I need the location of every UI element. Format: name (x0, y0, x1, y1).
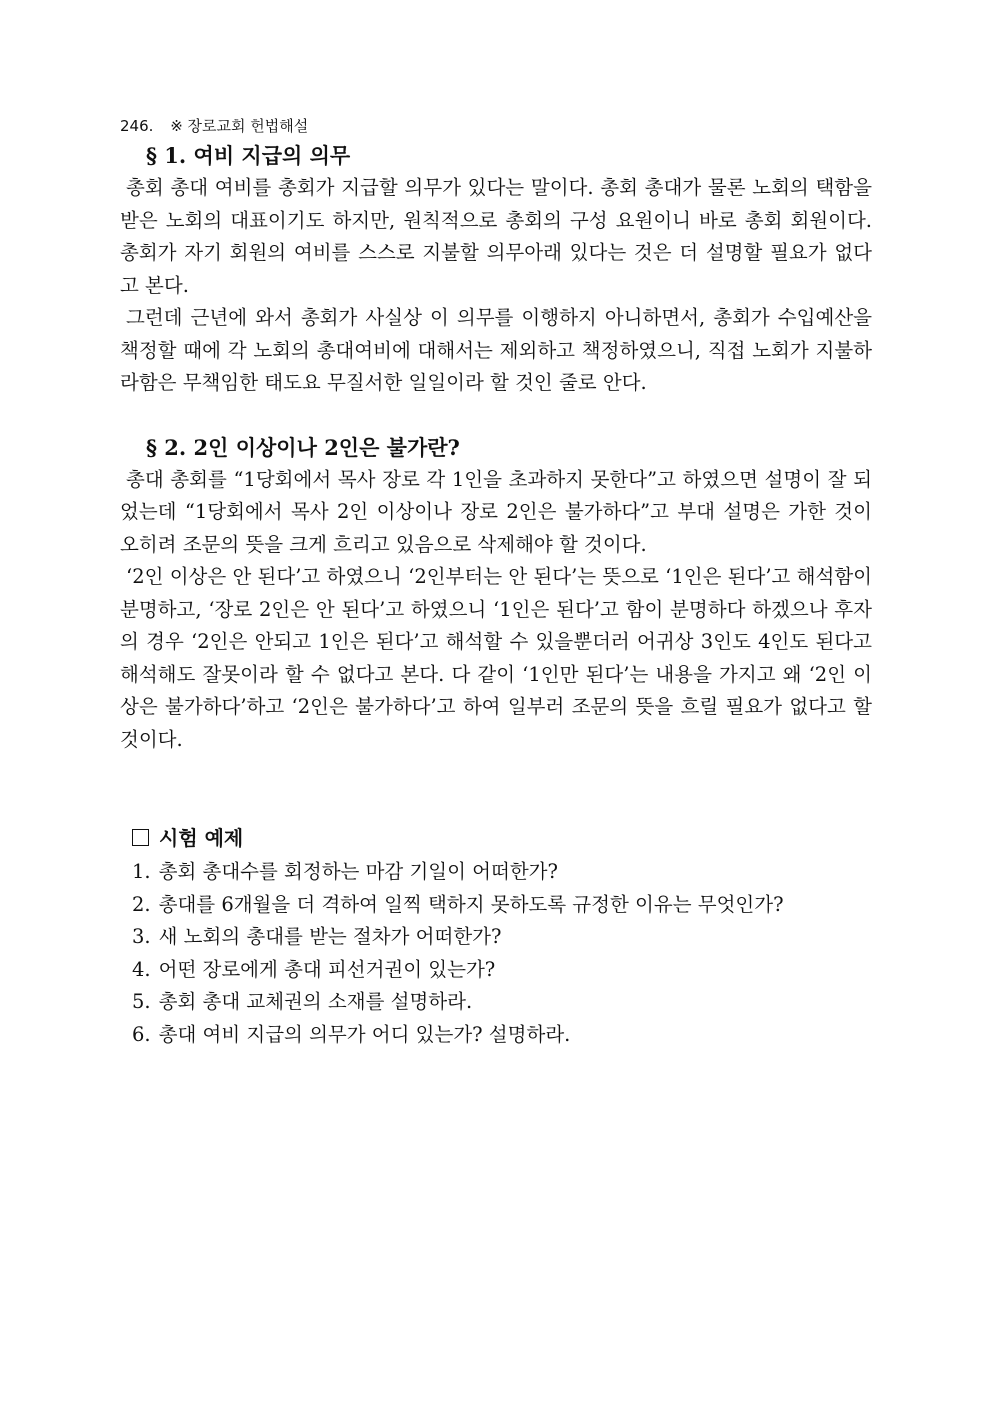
checkbox-square-icon (132, 829, 149, 846)
page-number: 246. (120, 117, 154, 135)
section-2-title: § 2. 2인 이상이나 2인은 불가란? (146, 434, 460, 460)
question-number: 4. (132, 957, 151, 981)
exam-heading (120, 822, 872, 854)
exam-question-list (120, 856, 872, 1051)
section-2-paragraph-1: 총대 총회를 “1당회에서 목사 장로 각 1인을 초과하지 못한다”고 하였으면 설명이 잘 되었는데 “1당회에서 목사 2인 이상이나 장로 2인은 불가하다”고 부대 설명은 가한 것이 오히려 조문의 뜻을 크게 흐리고 있음으로 삭제해야 할 것이다. (120, 467, 872, 556)
exam-question-2 (120, 889, 872, 922)
section-1-paragraph-2: 그런데 근년에 와서 총회가 사실상 이 의무를 이행하지 아니하면서, 총회가 수입예산을 책정할 때에 각 노회의 총대여비에 대해서는 제외하고 책정하였으니, 직접 노회가 지불하라함은 무책임한 태도요 무질서한 일일이라 할 것인 줄로 안다. (120, 306, 872, 394)
question-number: 1. (132, 860, 151, 883)
question-number: 5. (132, 990, 151, 1013)
running-header (120, 112, 872, 140)
question-text: 총회 총대 교체권의 소재를 설명하라. (158, 990, 473, 1013)
question-text: 어떤 장로에게 총대 피선거권이 있는가? (158, 957, 496, 981)
exam-title: 시험 예제 (159, 826, 244, 850)
exam-question-6 (120, 1019, 872, 1052)
section-1-title: § 1. 여비 지급의 의무 (146, 143, 351, 168)
question-text: 새 노회의 총대를 받는 절차가 어떠한가? (158, 925, 502, 948)
question-text: 총회 총대수를 회정하는 마감 기일이 어떠한가? (158, 860, 558, 883)
book-title: ※ 장로교회 헌법해설 (170, 117, 309, 135)
document-page (120, 112, 872, 1051)
exam-question-4 (120, 954, 872, 987)
question-text: 총대를 6개월을 더 격하여 일찍 택하지 못하도록 규정한 이유는 무엇인가? (158, 892, 784, 916)
question-number: 6. (132, 1022, 151, 1046)
question-text: 총대 여비 지급의 의무가 어디 있는가? 설명하라. (158, 1022, 571, 1046)
exam-question-3 (120, 921, 872, 954)
question-number: 3. (132, 925, 151, 948)
exam-question-1 (120, 856, 872, 889)
section-1-paragraph-1: 총회 총대 여비를 총회가 지급할 의무가 있다는 말이다. 총회 총대가 물론 노회의 택함을 받은 노회의 대표이기도 하지만, 원칙적으로 총회의 구성 요원이니 바로 총회 회원이다. 총회가 자기 회원의 여비를 스스로 지불할 의무아래 있다는 것은 더 설명할 필요가 없다고 본다. (120, 176, 872, 297)
spacer (120, 756, 872, 822)
section-2-paragraph-2: ‘2인 이상은 안 된다’고 하였으니 ‘2인부터는 안 된다’는 뜻으로 ‘1인은 된다’고 해석함이 분명하고, ‘장로 2인은 안 된다’고 하였으니 ‘1인은 된다’고 함이 분명하다 하겠으나 후자의 경우 ‘2인은 안되고 1인은 된다’고 해석할 수 있을뿐더러 어귀상 3인도 4인도 된다고 해석해도 잘못이라 할 수 없다고 본다. 다 같이 ‘1인만 된다’는 내용을 가지고 왜 ‘2인 이상은 불가하다’하고 ‘2인은 불가하다’고 하여 일부러 조문의 뜻을 흐릴 필요가 없다고 할 것이다. (120, 565, 872, 751)
spacer (120, 400, 872, 432)
exam-question-5 (120, 986, 872, 1019)
question-number: 2. (132, 892, 151, 916)
